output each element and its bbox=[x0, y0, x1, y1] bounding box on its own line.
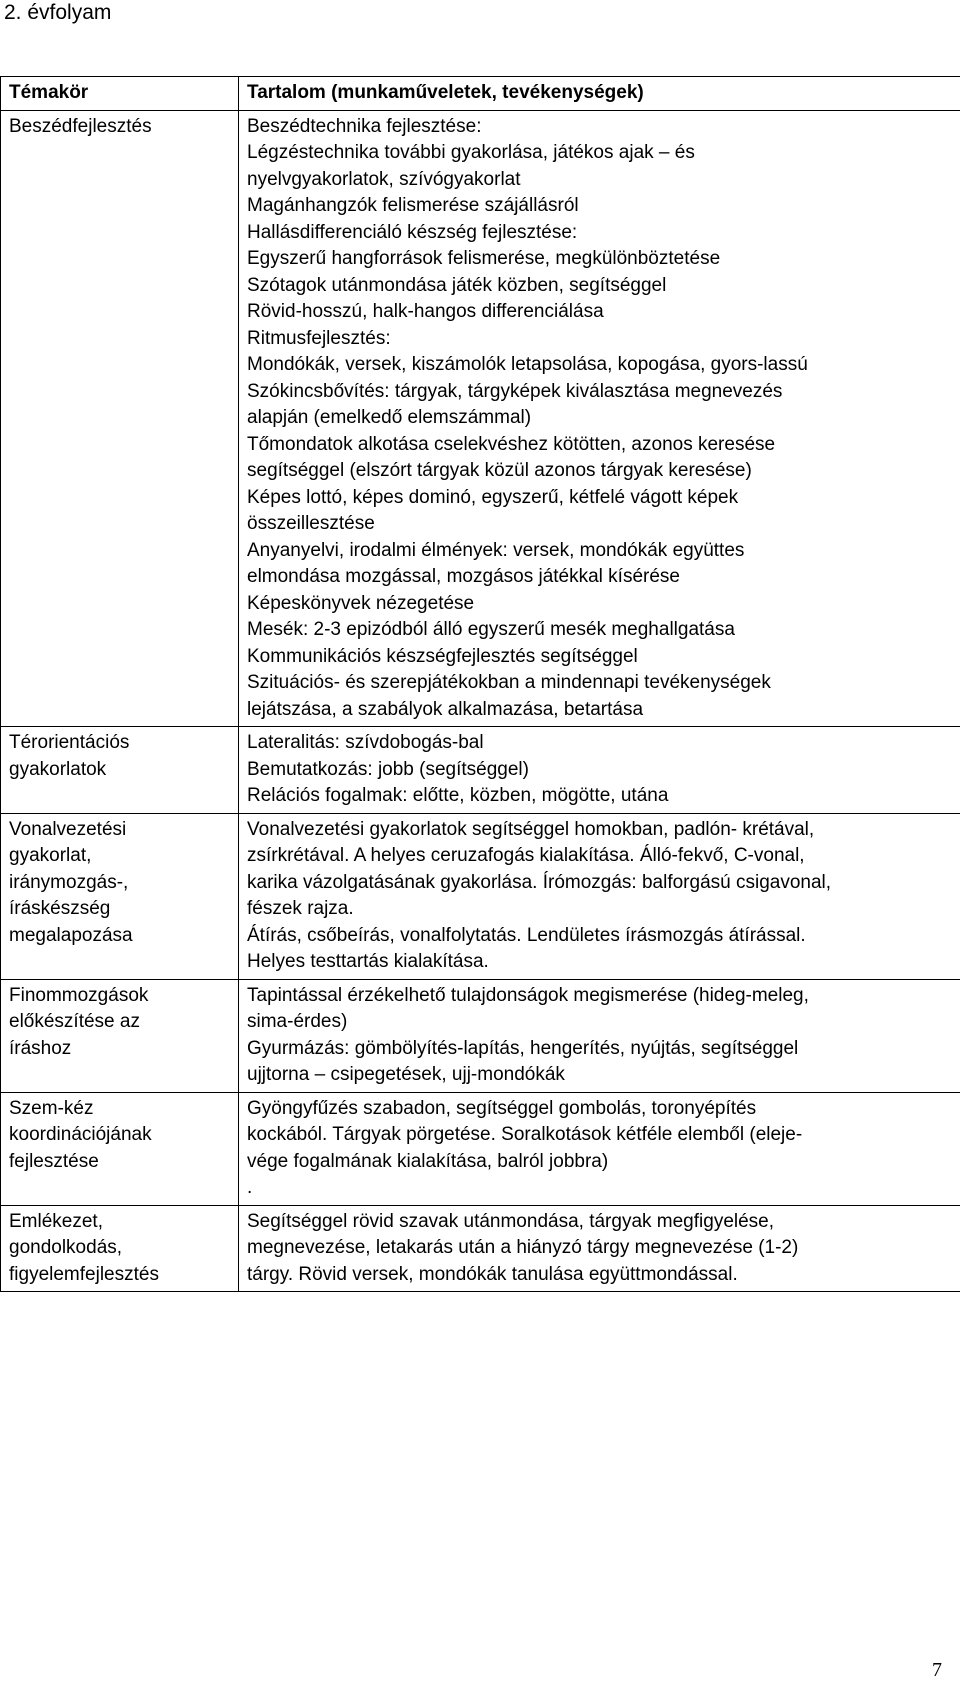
topic-line: Finommozgások bbox=[9, 984, 149, 1006]
content-line: Magánhangzók felismerése szájállásról bbox=[247, 195, 579, 216]
content-line: Szótagok utánmondása játék közben, segítséggel bbox=[247, 274, 667, 296]
content-line: Átírás, csőbeírás, vonalfolytatás. Lendületes írásmozgás átírással. bbox=[247, 924, 806, 946]
topic-line: megalapozása bbox=[9, 924, 133, 946]
content-cell bbox=[239, 727, 960, 814]
content-line: Egyszerű hangforrások felismerése, megkülönböztetése bbox=[247, 248, 721, 269]
table-body bbox=[1, 110, 960, 1292]
table-row bbox=[1, 813, 960, 979]
content-cell bbox=[239, 110, 960, 727]
topic-cell bbox=[1, 1205, 239, 1292]
topic-line: íráskészség bbox=[9, 898, 111, 919]
table-row bbox=[1, 1205, 960, 1292]
content-cell bbox=[239, 1205, 960, 1292]
topic-cell bbox=[1, 1092, 239, 1205]
topic-line: koordinációjának bbox=[9, 1124, 152, 1145]
content-line: összeillesztése bbox=[247, 513, 375, 534]
topic-line: Beszédfejlesztés bbox=[9, 115, 152, 137]
topic-cell bbox=[1, 110, 239, 727]
content-line: Tapintással érzékelhető tulajdonságok megismerése (hideg-meleg, bbox=[247, 984, 809, 1006]
table-header-row bbox=[1, 77, 960, 111]
topic-line: előkészítése az bbox=[9, 1011, 140, 1032]
content-line: alapján (emelkedő elemszámmal) bbox=[247, 407, 532, 428]
topic-line: iránymozgás-, bbox=[9, 871, 129, 893]
topic-line: Vonalvezetési bbox=[9, 818, 127, 840]
content-line: Mesék: 2-3 epizódból álló egyszerű mesék meghallgatása bbox=[247, 619, 735, 640]
content-line: Lateralitás: szívdobogás-bal bbox=[247, 732, 484, 753]
content-line: Hallásdifferenciáló készség fejlesztése: bbox=[247, 221, 578, 243]
table-row bbox=[1, 110, 960, 727]
content-line: Relációs fogalmak: előtte, közben, mögötte, utána bbox=[247, 785, 669, 806]
page-number: 7 bbox=[932, 1659, 942, 1681]
content-line: fészek rajza. bbox=[247, 898, 354, 919]
content-line: ujjtorna – csipegetések, ujj-mondókák bbox=[247, 1064, 565, 1085]
content-line: Helyes testtartás kialakítása. bbox=[247, 951, 489, 972]
content-line: Képeskönyvek nézegetése bbox=[247, 592, 475, 614]
table-row bbox=[1, 727, 960, 814]
content-cell bbox=[239, 979, 960, 1092]
content-line: Légzéstechnika további gyakorlása, játékos ajak – és bbox=[247, 142, 695, 163]
topic-line: Emlékezet, bbox=[9, 1210, 103, 1232]
content-line: Anyanyelvi, irodalmi élmények: versek, mondókák együttes bbox=[247, 539, 745, 561]
content-line: zsírkrétával. A helyes ceruzafogás kialakítása. Álló-fekvő, C-vonal, bbox=[247, 845, 805, 866]
content-line: Tőmondatok alkotása cselekvéshez kötötten, azonos keresése bbox=[247, 433, 776, 455]
content-line: elmondása mozgással, mozgásos játékkal kísérése bbox=[247, 566, 680, 587]
content-line: megnevezése, letakarás után a hiányzó tárgy megnevezése (1-2) bbox=[247, 1237, 799, 1258]
topic-line: Szem-kéz bbox=[9, 1097, 94, 1119]
content-line: Szókincsbővítés: tárgyak, tárgyképek kiválasztása megnevezés bbox=[247, 380, 783, 402]
topic-line: íráshoz bbox=[9, 1037, 72, 1059]
content-line: Szituációs- és szerepjátékokban a mindennapi tevékenységek bbox=[247, 672, 771, 693]
topic-cell bbox=[1, 727, 239, 814]
content-line: Mondókák, versek, kiszámolók letapsolása, kopogása, gyors-lassú bbox=[247, 354, 808, 375]
content-line: sima-érdes) bbox=[247, 1011, 348, 1032]
content-line: Kommunikációs készségfejlesztés segítséggel bbox=[247, 645, 638, 667]
content-line: . bbox=[247, 1177, 253, 1198]
header-topic: Témakör bbox=[1, 77, 239, 111]
content-line: nyelvgyakorlatok, szívógyakorlat bbox=[247, 168, 521, 190]
content-line: Gyurmázás: gömbölyítés-lapítás, hengerítés, nyújtás, segítséggel bbox=[247, 1037, 799, 1059]
content-line: Vonalvezetési gyakorlatok segítséggel homokban, padlón- krétával, bbox=[247, 818, 815, 840]
content-line: vége fogalmának kialakítása, balról jobbra) bbox=[247, 1150, 609, 1172]
content-cell bbox=[239, 1092, 960, 1205]
content-line: lejátszása, a szabályok alkalmazása, betartása bbox=[247, 698, 644, 720]
content-line: segítséggel (elszórt tárgyak közül azonos tárgyak keresése) bbox=[247, 460, 752, 481]
table-row bbox=[1, 1092, 960, 1205]
content-cell bbox=[239, 813, 960, 979]
content-line: kockából. Tárgyak pörgetése. Soralkotások kétféle elemből (eleje- bbox=[247, 1124, 803, 1145]
content-line: Gyöngyfűzés szabadon, segítséggel gombolás, toronyépítés bbox=[247, 1097, 757, 1119]
topic-line: figyelemfejlesztés bbox=[9, 1263, 159, 1285]
topic-line: Térorientációs bbox=[9, 732, 130, 753]
content-line: Bemutatkozás: jobb (segítséggel) bbox=[247, 758, 529, 780]
curriculum-table bbox=[0, 76, 960, 1292]
topic-line: gondolkodás, bbox=[9, 1237, 123, 1258]
header-content: Tartalom (munkaműveletek, tevékenységek) bbox=[239, 77, 960, 111]
content-line: Beszédtechnika fejlesztése: bbox=[247, 115, 482, 137]
content-line: Képes lottó, képes dominó, egyszerű, kétfelé vágott képek bbox=[247, 486, 739, 508]
page-heading: 2. évfolyam bbox=[4, 1, 112, 24]
topic-line: gyakorlatok bbox=[9, 758, 107, 780]
content-line: karika vázolgatásának gyakorlása. Írómozgás: balforgású csigavonal, bbox=[247, 871, 832, 893]
topic-cell bbox=[1, 979, 239, 1092]
content-line: Segítséggel rövid szavak utánmondása, tárgyak megfigyelése, bbox=[247, 1210, 775, 1232]
content-line: Ritmusfejlesztés: bbox=[247, 327, 391, 349]
table-row bbox=[1, 979, 960, 1092]
content-line: Rövid-hosszú, halk-hangos differenciálása bbox=[247, 301, 604, 322]
topic-cell bbox=[1, 813, 239, 979]
content-line: tárgy. Rövid versek, mondókák tanulása együttmondással. bbox=[247, 1263, 738, 1285]
topic-line: gyakorlat, bbox=[9, 845, 92, 866]
topic-line: fejlesztése bbox=[9, 1150, 99, 1172]
